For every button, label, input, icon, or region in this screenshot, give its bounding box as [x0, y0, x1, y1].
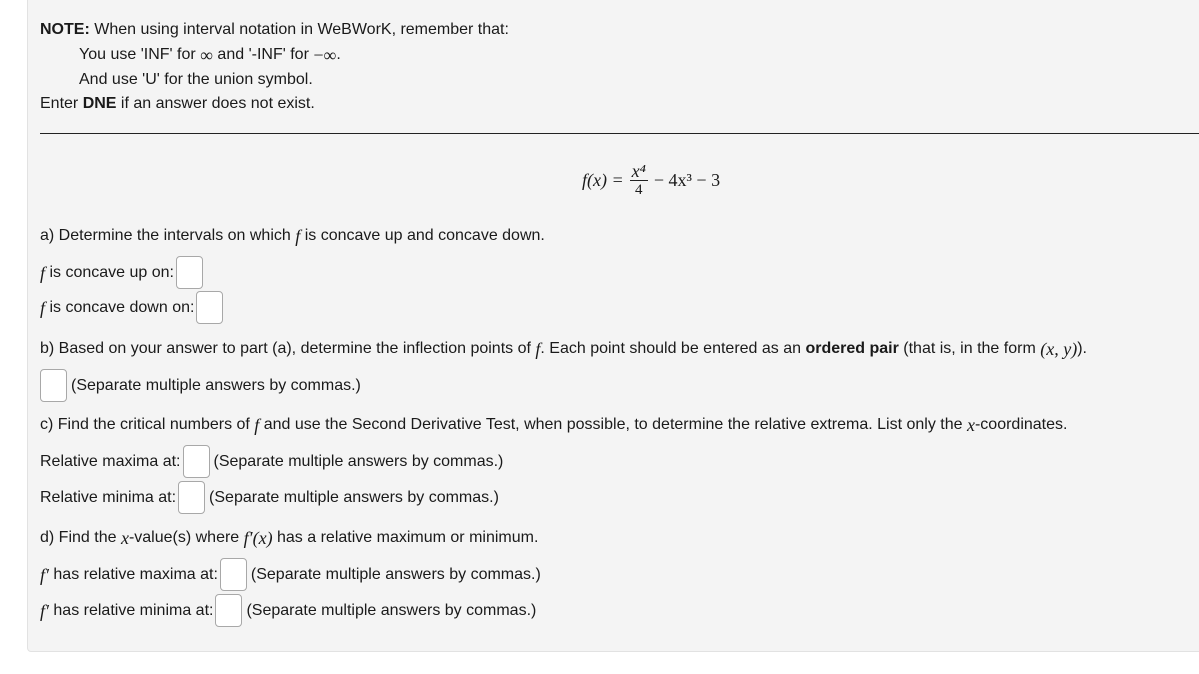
f-symbol: f — [254, 415, 260, 435]
pair-notation: (x, y) — [1040, 339, 1078, 359]
part-c-prompt — [40, 415, 1067, 435]
hint-text: (Separate multiple answers by commas.) — [213, 452, 504, 470]
divider — [40, 133, 1199, 134]
formula-rest: − 4x³ − 3 — [653, 170, 721, 190]
text: -coordinates. — [974, 416, 1068, 433]
fraction-numerator: x⁴ — [631, 161, 646, 181]
fprime-symbol: f′ — [40, 600, 49, 621]
concave-up-row — [40, 256, 207, 289]
fprime-x-symbol: f′(x) — [243, 528, 273, 548]
text: has a relative maximum or minimum. — [272, 529, 539, 546]
concave-down-row — [40, 291, 227, 324]
infinity-symbol: ∞ — [200, 45, 213, 65]
text: Enter — [40, 95, 83, 112]
relative-maxima-input[interactable] — [183, 445, 210, 478]
note-line-1 — [40, 20, 509, 40]
fraction-denominator: 4 — [635, 182, 643, 198]
concave-down-label: is concave down on: — [45, 298, 195, 316]
text: (that is, in the form — [898, 340, 1041, 357]
fraction — [630, 162, 648, 199]
hint-text: (Separate multiple answers by commas.) — [246, 601, 537, 619]
text: . — [336, 46, 341, 63]
f-symbol: f — [40, 297, 46, 318]
relative-minima-label: Relative minima at: — [40, 488, 177, 506]
fprime-minima-row — [40, 594, 536, 627]
part-b-prompt — [40, 339, 1087, 359]
relative-minima-input[interactable] — [178, 481, 205, 514]
fprime-maxima-input[interactable] — [220, 558, 247, 591]
note-line-4 — [40, 94, 315, 114]
f-symbol: f — [535, 339, 541, 359]
neg-infinity-symbol: −∞ — [313, 45, 337, 65]
text: -value(s) where — [128, 529, 244, 546]
text: ). — [1077, 340, 1087, 357]
part-a-prompt — [40, 226, 545, 246]
concave-up-input[interactable] — [176, 256, 203, 289]
hint-text: (Separate multiple answers by commas.) — [209, 488, 499, 506]
x-symbol: x — [120, 528, 129, 548]
inflection-points-input[interactable] — [40, 369, 67, 402]
fprime-maxima-label: has relative maxima at: — [48, 565, 218, 583]
text: . Each point should be entered as an — [540, 340, 806, 357]
concave-down-input[interactable] — [196, 291, 223, 324]
note-label: NOTE: — [40, 21, 90, 38]
text: a) Determine the intervals on which — [40, 227, 296, 244]
text: c) Find the critical numbers of — [40, 416, 255, 433]
x-symbol: x — [966, 415, 975, 435]
dne-bold: DNE — [82, 95, 117, 112]
fprime-minima-label: has relative minima at: — [48, 601, 214, 619]
fprime-symbol: f′ — [40, 564, 49, 585]
note-line-2 — [79, 45, 341, 65]
hint-text: (Separate multiple answers by commas.) — [71, 376, 361, 394]
text: is concave up and concave down. — [300, 227, 545, 244]
note-line-3: And use 'U' for the union symbol. — [79, 71, 313, 88]
text: You use 'INF' for — [79, 46, 201, 63]
text: and use the Second Derivative Test, when possible, to determine the relative extrema. List only the — [259, 416, 967, 433]
relative-maxima-label: Relative maxima at: — [40, 452, 181, 470]
inflection-row — [40, 369, 361, 402]
text: b) Based on your answer to part (a), determine the inflection points of — [40, 340, 536, 357]
f-symbol: f — [40, 262, 46, 283]
function-formula — [582, 162, 720, 199]
fprime-minima-input[interactable] — [215, 594, 242, 627]
note-text: When using interval notation in WeBWorK, remember that: — [89, 21, 509, 38]
hint-text: (Separate multiple answers by commas.) — [250, 565, 541, 583]
text: if an answer does not exist. — [116, 95, 315, 112]
relative-minima-row — [40, 481, 499, 514]
text: d) Find the — [40, 529, 121, 546]
f-symbol: f — [295, 226, 301, 246]
part-d-prompt — [40, 528, 538, 548]
formula-lhs: f(x) = — [582, 170, 624, 190]
text: and '-INF' for — [212, 46, 314, 63]
ordered-pair-bold: ordered pair — [805, 340, 899, 357]
relative-maxima-row — [40, 445, 503, 478]
fprime-maxima-row — [40, 558, 541, 591]
concave-up-label: is concave up on: — [45, 263, 174, 281]
